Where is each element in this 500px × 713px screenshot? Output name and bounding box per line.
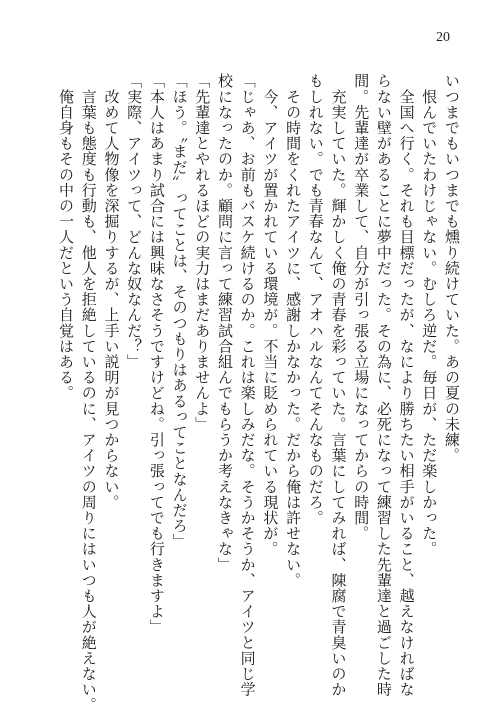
text-line: 「ほう。〝まだ〟ってことは、そのつもりはあるってことなんだろ」 (170, 73, 189, 550)
text-line: 今、アイツが置かれている環境が。不当に貶められている現状が。 (261, 73, 280, 557)
text-line: 改めて人物像を深掘りするが、上手い説明が見つからない。 (102, 73, 121, 510)
text-line: その時間をくれたアイツに、感謝しかなかった。だから俺は許せない。 (284, 73, 303, 588)
text-line: 「先輩達とやれるほどの実力はまだありませんよ」 (193, 73, 212, 432)
text-line: らない壁があることに夢中だった。その為に、必死になって練習した先輩達と過ごした時 (374, 73, 393, 697)
text-line: 「本人はあまり試合には興味なさそうですけどね。引っ張ってでも行きますよ」 (147, 73, 166, 635)
text-line: いつまでもいつまでも燻り続けていた。あの夏の未練。 (443, 73, 461, 463)
text-line: 言葉も態度も行動も、他人を拒絶しているのに、アイツの周りにはいつも人が絶えない。 (79, 73, 98, 713)
novel-text-block (54, 73, 463, 713)
text-line: 充実していた。輝かしく俺の青春を彩っていた。言葉にしてみれば、陳腐で青臭いのか (329, 73, 348, 697)
text-line: 全国へ行く。それも目標だったが、なにより勝ちたい相手がいること、越えなければな (397, 73, 416, 697)
text-line: 「実際、アイツって、どんな奴なんだ？」 (125, 73, 144, 370)
text-line: 俺自身もその中の一人だという自覚はある。 (57, 73, 76, 401)
text-line: 「じゃあ、お前もバスケ続けるのか。これは楽しみだな。そうかそうか、アイツと同じ学 (238, 73, 257, 697)
text-line: 恨んでいたわけじゃない。むしろ逆だ。毎日が、ただ楽しかった。 (420, 73, 439, 557)
text-line: 校になったのか。顧問に言って練習試合組んでもらうか考えなきゃな」 (215, 73, 234, 573)
text-line: 間。先輩達が卒業して、自分が引っ張る立場になってからの時間。 (352, 73, 371, 541)
text-line: もしれない。でも青春なんて、アオハルなんてそんなものだろ。 (306, 73, 325, 526)
page-number: 20 (436, 30, 450, 45)
